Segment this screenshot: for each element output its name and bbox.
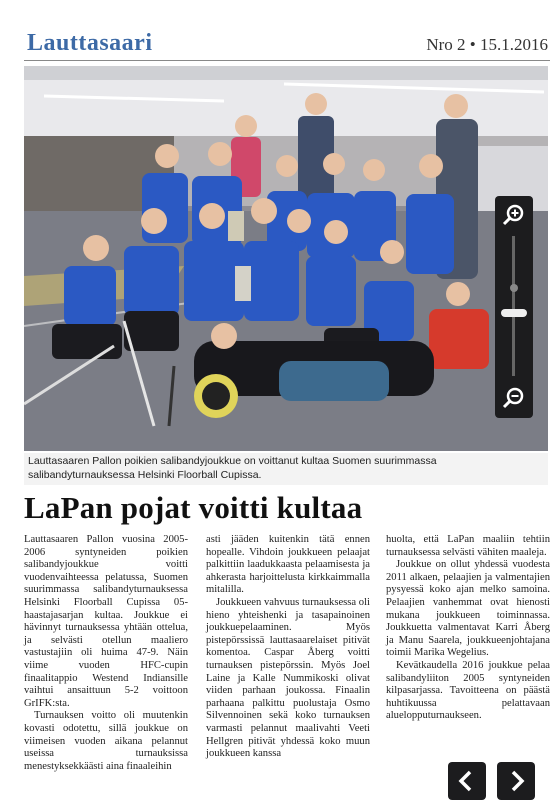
photo-caption: Lauttasaaren Pallon poikien salibandyjoukkue on voittanut kultaa Suomen suurimmassa salibandyturnauksessa Helsinki Floorball Cupissa. xyxy=(24,453,548,485)
header-rule xyxy=(24,60,550,61)
article-headline: LaPan pojat voitti kultaa xyxy=(24,490,363,525)
chevron-right-icon xyxy=(497,762,535,800)
zoom-control[interactable] xyxy=(495,196,533,418)
paragraph: asti jääden kuitenkin tätä ennen hopealle. Vihdoin joukkueen pelaajat palkittiin laadukkaasta pelaamisesta ja ahkerasta harjoittelusta kirkkaimmalla mitalilla. xyxy=(206,534,370,596)
next-page-button[interactable] xyxy=(497,762,535,800)
magnifier-plus-icon[interactable] xyxy=(501,202,527,228)
previous-page-button[interactable] xyxy=(448,762,486,800)
paragraph: huolta, että LaPan maaliin tehtiin turnauksessa selvästi vähiten maaleja. xyxy=(386,534,550,558)
paragraph: Kevätkaudella 2016 joukkue pelaa salibandyliiton 2005 syntyneiden kilpasarjassa. Tavoitteena on päästä huhtikuussa pelattavaan aluelopputurnaukseen. xyxy=(386,659,550,722)
zoom-slider-thumb[interactable] xyxy=(501,309,527,317)
article-body xyxy=(24,534,554,800)
article-column-2 xyxy=(206,534,370,761)
paragraph: Joukkueen vahvuus turnauksessa oli hieno yhteishenki ja tasapainoinen joukkuepelaaminen. Myös pistepörssissä lauttasaarelaiset pitivät komentoa. Caspar Åberg voitti turnauksen pistepörssin. Myös Joel Laine ja Kalle Nummikoski olivat viiden parhaan joukossa. Finaalin parhaana palkittu puolustaja Osmo Silvennoinen sekä koko turnauksen varmasti pelannut maalivahti Veeti Hellgren pitivät yhdessä koko muun joukkueen kanssa xyxy=(206,596,370,760)
paragraph: Joukkue on ollut yhdessä vuodesta 2011 alkaen, pelaajien ja valmentajien pysyessä koko ajan melko samoina. Pelaajien vanhemmat ovat hienosti mukana joukkueen toiminnassa. Joukkuetta valmentavat Karri Åberg ja Manu Saarela, joukkueenjohtajana toimii Marika Wegelius. xyxy=(386,559,550,659)
page-header xyxy=(0,0,556,64)
newspaper-name: Lauttasaari xyxy=(27,30,153,56)
paragraph: Lauttasaaren Pallon vuosina 2005-2006 syntyneiden poikien salibandyjoukkue voitti vuodenvaihteessa pelatussa, Suomen suurimmassa salibandyturnauksessa Helsinki Floorball Cupissa 05-haastajasarjan kultaa. Joukkue ei hävinnyt turnauksessa yhtään ottelua, ja selvästi otellun maaliero vastustajiin oli huima 47-9. Näin viime vuoden HFC-cupin finaalitappio Westend Indiansille vaihtui ansaittuun 5-2 voittoon GrIFK:sta. xyxy=(24,534,188,709)
zoom-slider-marker xyxy=(510,284,518,292)
team-photo xyxy=(24,66,548,451)
zoom-slider-track[interactable] xyxy=(512,236,515,376)
issue-date: Nro 2 • 15.1.2016 xyxy=(426,35,548,54)
paragraph: Turnauksen voitto oli muutenkin kovasti odotettu, sillä joukkue on viimeisen vuoden aikana pelannut useissa turnauksissa menestyksekkäästi aina finaaleihin xyxy=(24,710,188,772)
chevron-left-icon xyxy=(448,762,486,800)
article-column-1 xyxy=(24,534,188,773)
magnifier-minus-icon[interactable] xyxy=(501,385,527,411)
article-column-3 xyxy=(386,534,550,723)
